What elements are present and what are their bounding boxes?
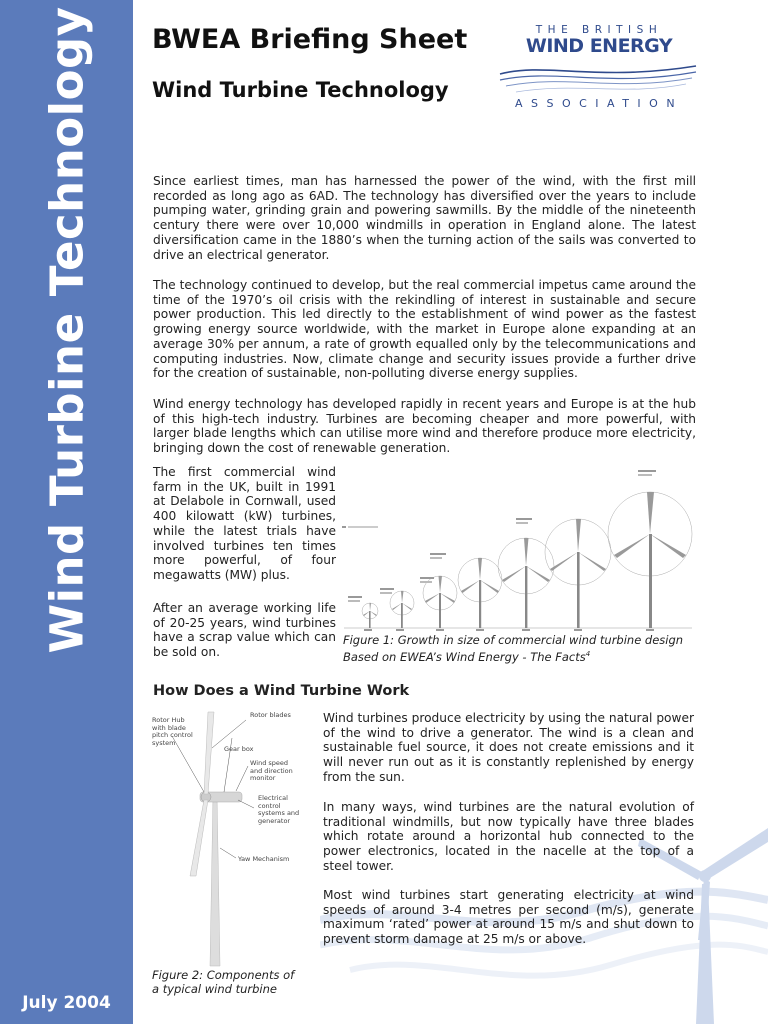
delabole-paragraph: The first commercial wind farm in the UK, built in 1991 at Delabole in Cornwall, used 400 kilowatt (kW) turbines, while the latest trials have involved turbines ten times more powerful, of four megawatts (MW) plus.: [153, 465, 336, 582]
page-subtitle: Wind Turbine Technology: [152, 78, 449, 102]
intro-paragraph-3: Wind energy technology has developed rapidly in recent years and Europe is at the hub of this high-tech industry. Turbines are becoming cheaper and more powerful, with larger blade lengths which can utilise more wind and therefore produce more electricity, bringing down the cost of renewable generation.: [153, 397, 696, 456]
figure-2-caption-line-1: Figure 2: Components of: [152, 968, 295, 982]
figure-2-caption: [152, 968, 317, 996]
figure-1-caption-line-2: Based on EWEA’s Wind Energy - The Facts: [343, 649, 586, 664]
logo-bottom-text: ASSOCIATION: [514, 97, 684, 110]
how-it-works-paragraph-1: Wind turbines produce electricity by using the natural power of the wind to drive a generator. The wind is a clean and sustainable fuel source, it does not create emissions and it will never run out as it is constantly replenished by energy from the sun.: [323, 711, 694, 784]
logo-main-text: WIND ENERGY: [525, 35, 673, 57]
figure-1-caption-line-1: Figure 1: Growth in size of commercial wind turbine design: [343, 633, 684, 647]
intro-paragraph-2: The technology continued to develop, but the real commercial impetus came around the time of the 1970’s oil crisis with the rekindling of interest in sustainable and secure power production. This led directly to the establishment of wind power as the fastest growing energy source worldwide, with the market in Europe alone expanding at an average 30% per annum, a rate of growth equalled only by the telecommunications and computing industries. Now, climate change and security issues provide a further drive for the creation of sustainable, non-polluting diverse energy supplies.: [153, 278, 696, 381]
label-yaw-mechanism: Yaw Mechanism: [238, 855, 290, 863]
sidebar-title: Wind Turbine Technology: [40, 6, 94, 654]
publication-date: July 2004: [22, 993, 111, 1013]
sidebar: [0, 0, 133, 1024]
logo-waves-icon: [496, 60, 702, 96]
section-heading: How Does a Wind Turbine Work: [153, 683, 410, 699]
figure-1-footnote-marker: 4: [585, 650, 591, 658]
label-wind-speed-monitor: Wind speed and direction monitor: [250, 759, 293, 782]
label-electrical-control: Electrical control systems and generator: [258, 794, 300, 825]
how-it-works-paragraph-3: Most wind turbines start generating electricity at wind speeds of around 3-4 metres per second (m/s), generate maximum ‘rated’ power at around 15 m/s and shut down to prevent storm damage at 25 m/s or above.: [323, 888, 694, 947]
intro-paragraph-1: Since earliest times, man has harnessed the power of the wind, with the first mill recorded as long ago as 6AD. The technology has diversified over the years to include pumping water, grinding grain and powering sawmills. By the middle of the nineteenth century there were over 10,000 windmills in operation in England alone. The latest diversification came in the 1880’s when the turning action of the sails was converted to drive an electrical generator.: [153, 174, 696, 262]
figure-2-caption-line-2: a typical wind turbine: [152, 982, 277, 996]
turbine-growth-figure: [340, 466, 696, 632]
page-title: BWEA Briefing Sheet: [152, 24, 468, 55]
label-rotor-hub: Rotor Hub with blade pitch control system: [152, 716, 193, 747]
label-gear-box: Gear box: [224, 745, 254, 753]
figure-1-caption: [343, 633, 703, 664]
scrap-value-paragraph: After an average working life of 20-25 years, wind turbines have a scrap value which can be sold on.: [153, 601, 336, 660]
logo-top-text: THE BRITISH: [535, 24, 663, 36]
bwea-logo: [496, 22, 702, 114]
how-it-works-paragraph-2: In many ways, wind turbines are the natural evolution of traditional windmills, but now typically have three blades which rotate around a horizontal hub connected to the power electronics, located in the nacelle at the top of a steel tower.: [323, 800, 694, 873]
label-rotor-blades: Rotor blades: [250, 711, 291, 719]
